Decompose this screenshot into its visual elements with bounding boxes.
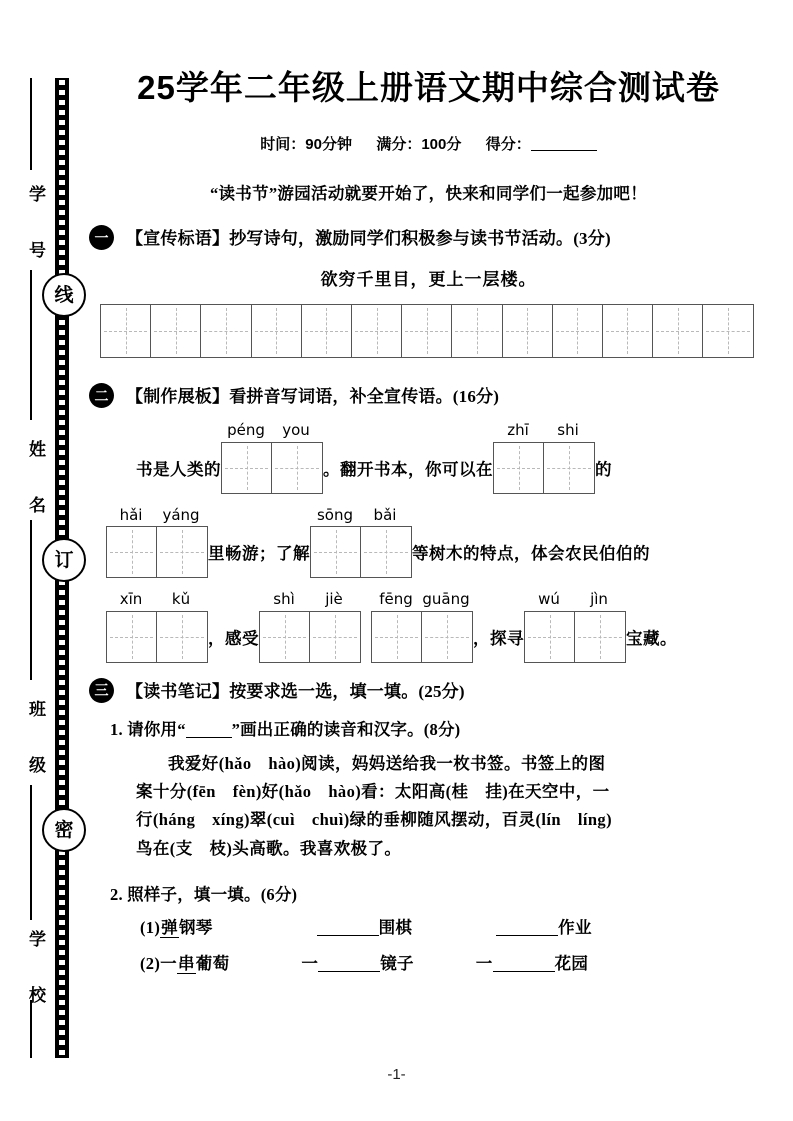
grid-cell[interactable] xyxy=(402,305,452,357)
pinyin-fengguang xyxy=(371,590,473,611)
pinyin-syllable: yáng xyxy=(162,505,200,524)
row1-label: (1) xyxy=(140,918,161,937)
row2-item3: 花园 xyxy=(554,954,589,973)
row2-mid-text: 里畅游；了解 xyxy=(208,544,310,563)
grid-cell[interactable] xyxy=(372,612,422,662)
answer-grid[interactable] xyxy=(259,611,361,663)
score-blank[interactable] xyxy=(531,150,597,151)
row2-pre2: 一 xyxy=(301,954,319,973)
fill-row-1 xyxy=(140,914,761,938)
binding-strip xyxy=(54,78,74,1058)
question-1 xyxy=(96,716,761,864)
grid-cell[interactable] xyxy=(260,612,310,662)
total-score-label: 满分：100分 xyxy=(376,136,462,153)
word-box-zhishi[interactable] xyxy=(493,421,595,494)
grid-cell[interactable] xyxy=(302,305,352,357)
exam-page xyxy=(96,0,761,986)
passage-line: 鸟在(支 枝)头高歌。我喜欢极了。 xyxy=(136,838,402,858)
pinyin-row-1 xyxy=(96,421,761,494)
word-box-wujin[interactable] xyxy=(524,590,626,663)
grid-cell[interactable] xyxy=(222,443,272,493)
pinyin-syllable: zhī xyxy=(507,421,529,439)
grid-cell[interactable] xyxy=(422,612,472,662)
sample-object: 钢琴 xyxy=(178,918,213,937)
section-two xyxy=(96,382,761,407)
fill-row-2 xyxy=(140,950,761,974)
sample-verb: 弹 xyxy=(161,918,178,937)
row1-item3: 作业 xyxy=(558,918,592,937)
section-number-2: 二 xyxy=(89,383,114,408)
grid-cell[interactable] xyxy=(361,527,411,577)
grid-cell[interactable] xyxy=(311,527,361,577)
seal-mark-ding: 订 xyxy=(42,538,86,582)
answer-grid[interactable] xyxy=(106,611,208,663)
pinyin-xinku xyxy=(106,590,208,611)
grid-cell[interactable] xyxy=(272,443,322,493)
word-box-songbai[interactable] xyxy=(310,506,412,579)
grid-cell[interactable] xyxy=(352,305,402,357)
pinyin-syllable: fēng xyxy=(379,590,413,608)
grid-cell[interactable] xyxy=(544,443,594,493)
row3-tail-text: 宝藏。 xyxy=(626,628,677,648)
field-divider-2 xyxy=(30,270,32,420)
question-2-heading: 2. 照样子，填一填。(6分) xyxy=(110,885,298,904)
grid-cell[interactable] xyxy=(151,305,201,357)
field-divider-1 xyxy=(30,78,32,170)
q1-head-a: 1. 请你用“ xyxy=(110,719,186,739)
grid-cell[interactable] xyxy=(101,305,151,357)
row2-sample-c: 葡萄 xyxy=(195,954,230,973)
answer-grid[interactable] xyxy=(524,611,626,663)
seal-mark-mi: 密 xyxy=(42,808,86,852)
poem-line: 欲穷千里目，更上一层楼。 xyxy=(320,270,537,289)
passage-line: 案十分(fēn fèn)好(hǎo hào)看：太阳高(桂 挂)在天空中，一 xyxy=(136,781,610,801)
pinyin-syllable: kǔ xyxy=(171,590,191,608)
row1-mid-text: 。翻开书本，你可以在 xyxy=(323,459,493,479)
row2-pre3: 一 xyxy=(475,954,493,973)
row2-label: (2) xyxy=(140,954,161,973)
grid-cell[interactable] xyxy=(553,305,603,357)
pinyin-syllable: péng xyxy=(227,421,265,439)
answer-blank[interactable] xyxy=(493,971,555,972)
time-label: 时间：90分钟 xyxy=(260,136,352,153)
field-label-student-id: 学 号 xyxy=(26,185,45,268)
word-box-xinku[interactable] xyxy=(106,590,208,663)
answer-grid[interactable] xyxy=(310,526,412,578)
pinyin-shijie xyxy=(259,590,361,611)
row2-item2: 镜子 xyxy=(380,954,414,973)
question-1-heading xyxy=(110,716,761,740)
field-divider-4 xyxy=(30,785,32,920)
row2-tail-text: 等树木的特点，体会农民伯伯的 xyxy=(412,544,650,563)
word-box-shijie[interactable] xyxy=(259,590,361,663)
grid-cell[interactable] xyxy=(310,612,360,662)
exam-meta xyxy=(96,133,761,154)
copy-grid[interactable] xyxy=(100,304,754,358)
pinyin-syllable: shì xyxy=(273,590,295,608)
row3-mid-text: ，感受 xyxy=(208,628,259,648)
word-box-fengguang[interactable] xyxy=(371,590,473,663)
pinyin-syllable: you xyxy=(282,421,310,439)
answer-grid[interactable] xyxy=(493,442,595,494)
grid-cell[interactable] xyxy=(525,612,575,662)
score-label: 得分： xyxy=(485,136,531,153)
pinyin-syllable: sōng xyxy=(316,505,354,524)
page-number: -1- xyxy=(387,1066,406,1083)
grid-cell[interactable] xyxy=(575,612,625,662)
grid-cell[interactable] xyxy=(157,612,207,662)
row1-lead-text: 书是人类的 xyxy=(136,459,221,479)
row2-sample-a: 一 xyxy=(160,954,177,973)
answer-grid[interactable] xyxy=(221,442,323,494)
pinyin-syllable: jìn xyxy=(590,590,608,608)
grid-cell[interactable] xyxy=(201,305,251,357)
answer-grid[interactable] xyxy=(106,526,208,578)
answer-blank[interactable] xyxy=(318,971,380,972)
underline-placeholder xyxy=(186,737,232,738)
answer-blank[interactable] xyxy=(496,935,558,936)
field-label-name: 姓 名 xyxy=(26,440,45,523)
grid-cell[interactable] xyxy=(107,612,157,662)
pinyin-fill-area xyxy=(96,421,761,663)
passage-line: 我爱好(hǎo hào)阅读，妈妈送给我一枚书签。书签上的图 xyxy=(168,753,606,773)
grid-cell[interactable] xyxy=(107,527,157,577)
answer-blank[interactable] xyxy=(317,935,379,936)
grid-cell[interactable] xyxy=(703,305,753,357)
question-1-passage xyxy=(110,750,761,864)
field-divider-3 xyxy=(30,520,32,680)
pinyin-row-2 xyxy=(96,506,761,579)
grid-cell[interactable] xyxy=(452,305,502,357)
section-title-1: 【宣传标语】抄写诗句，激励同学们积极参与读书节活动。(3分) xyxy=(126,229,611,248)
section-three xyxy=(96,677,761,702)
pinyin-pengyou xyxy=(221,421,323,442)
pinyin-haiyang xyxy=(106,506,208,527)
pinyin-wujin xyxy=(524,590,626,611)
word-box-pengyou[interactable] xyxy=(221,421,323,494)
sample-measure-word: 串 xyxy=(177,954,195,973)
field-label-school: 学 校 xyxy=(26,930,45,1013)
row3-mid2-text: ，探寻 xyxy=(473,628,524,648)
section-title-2: 【制作展板】看拼音写词语，补全宣传语。(16分) xyxy=(126,387,500,406)
page-title: 25学年二年级上册语文期中综合测试卷 xyxy=(137,69,720,106)
answer-grid[interactable] xyxy=(371,611,473,663)
word-box-haiyang[interactable] xyxy=(106,506,208,579)
row1-tail-text: 的 xyxy=(595,459,612,479)
pinyin-songbai xyxy=(310,506,412,527)
section-one xyxy=(96,224,761,249)
pinyin-syllable: hǎi xyxy=(119,505,143,524)
passage-line: 行(háng xíng)翠(cuì chuì)绿的垂柳随风摆动，百灵(lín líng) xyxy=(136,810,612,830)
question-2 xyxy=(96,881,761,974)
grid-cell[interactable] xyxy=(494,443,544,493)
q1-head-b: ”画出正确的读音和汉字。(8分) xyxy=(231,719,461,739)
section-number-1: 一 xyxy=(89,225,114,250)
pinyin-zhishi xyxy=(493,421,595,442)
section-title-3: 【读书笔记】按要求选一选，填一填。(25分) xyxy=(126,681,465,701)
field-label-class: 班 级 xyxy=(26,700,45,783)
row1-item2: 围棋 xyxy=(378,918,413,937)
section-number-3: 三 xyxy=(89,678,114,703)
grid-cell[interactable] xyxy=(603,305,653,357)
pinyin-syllable: bǎi xyxy=(373,505,397,524)
grid-cell[interactable] xyxy=(252,305,302,357)
pinyin-row-3 xyxy=(96,590,761,663)
grid-cell[interactable] xyxy=(653,305,703,357)
seal-mark-xian: 线 xyxy=(42,273,86,317)
pinyin-syllable: wú xyxy=(538,590,560,608)
grid-cell[interactable] xyxy=(503,305,553,357)
intro-text: “读书节”游园活动就要开始了，快来和同学们一起参加吧！ xyxy=(209,184,648,203)
grid-cell[interactable] xyxy=(157,527,207,577)
pinyin-syllable: jiè xyxy=(325,590,343,608)
question-2-rows xyxy=(110,914,761,974)
pinyin-syllable: guāng xyxy=(422,590,470,608)
pinyin-syllable: shi xyxy=(557,421,579,439)
pinyin-syllable: xīn xyxy=(119,590,143,608)
